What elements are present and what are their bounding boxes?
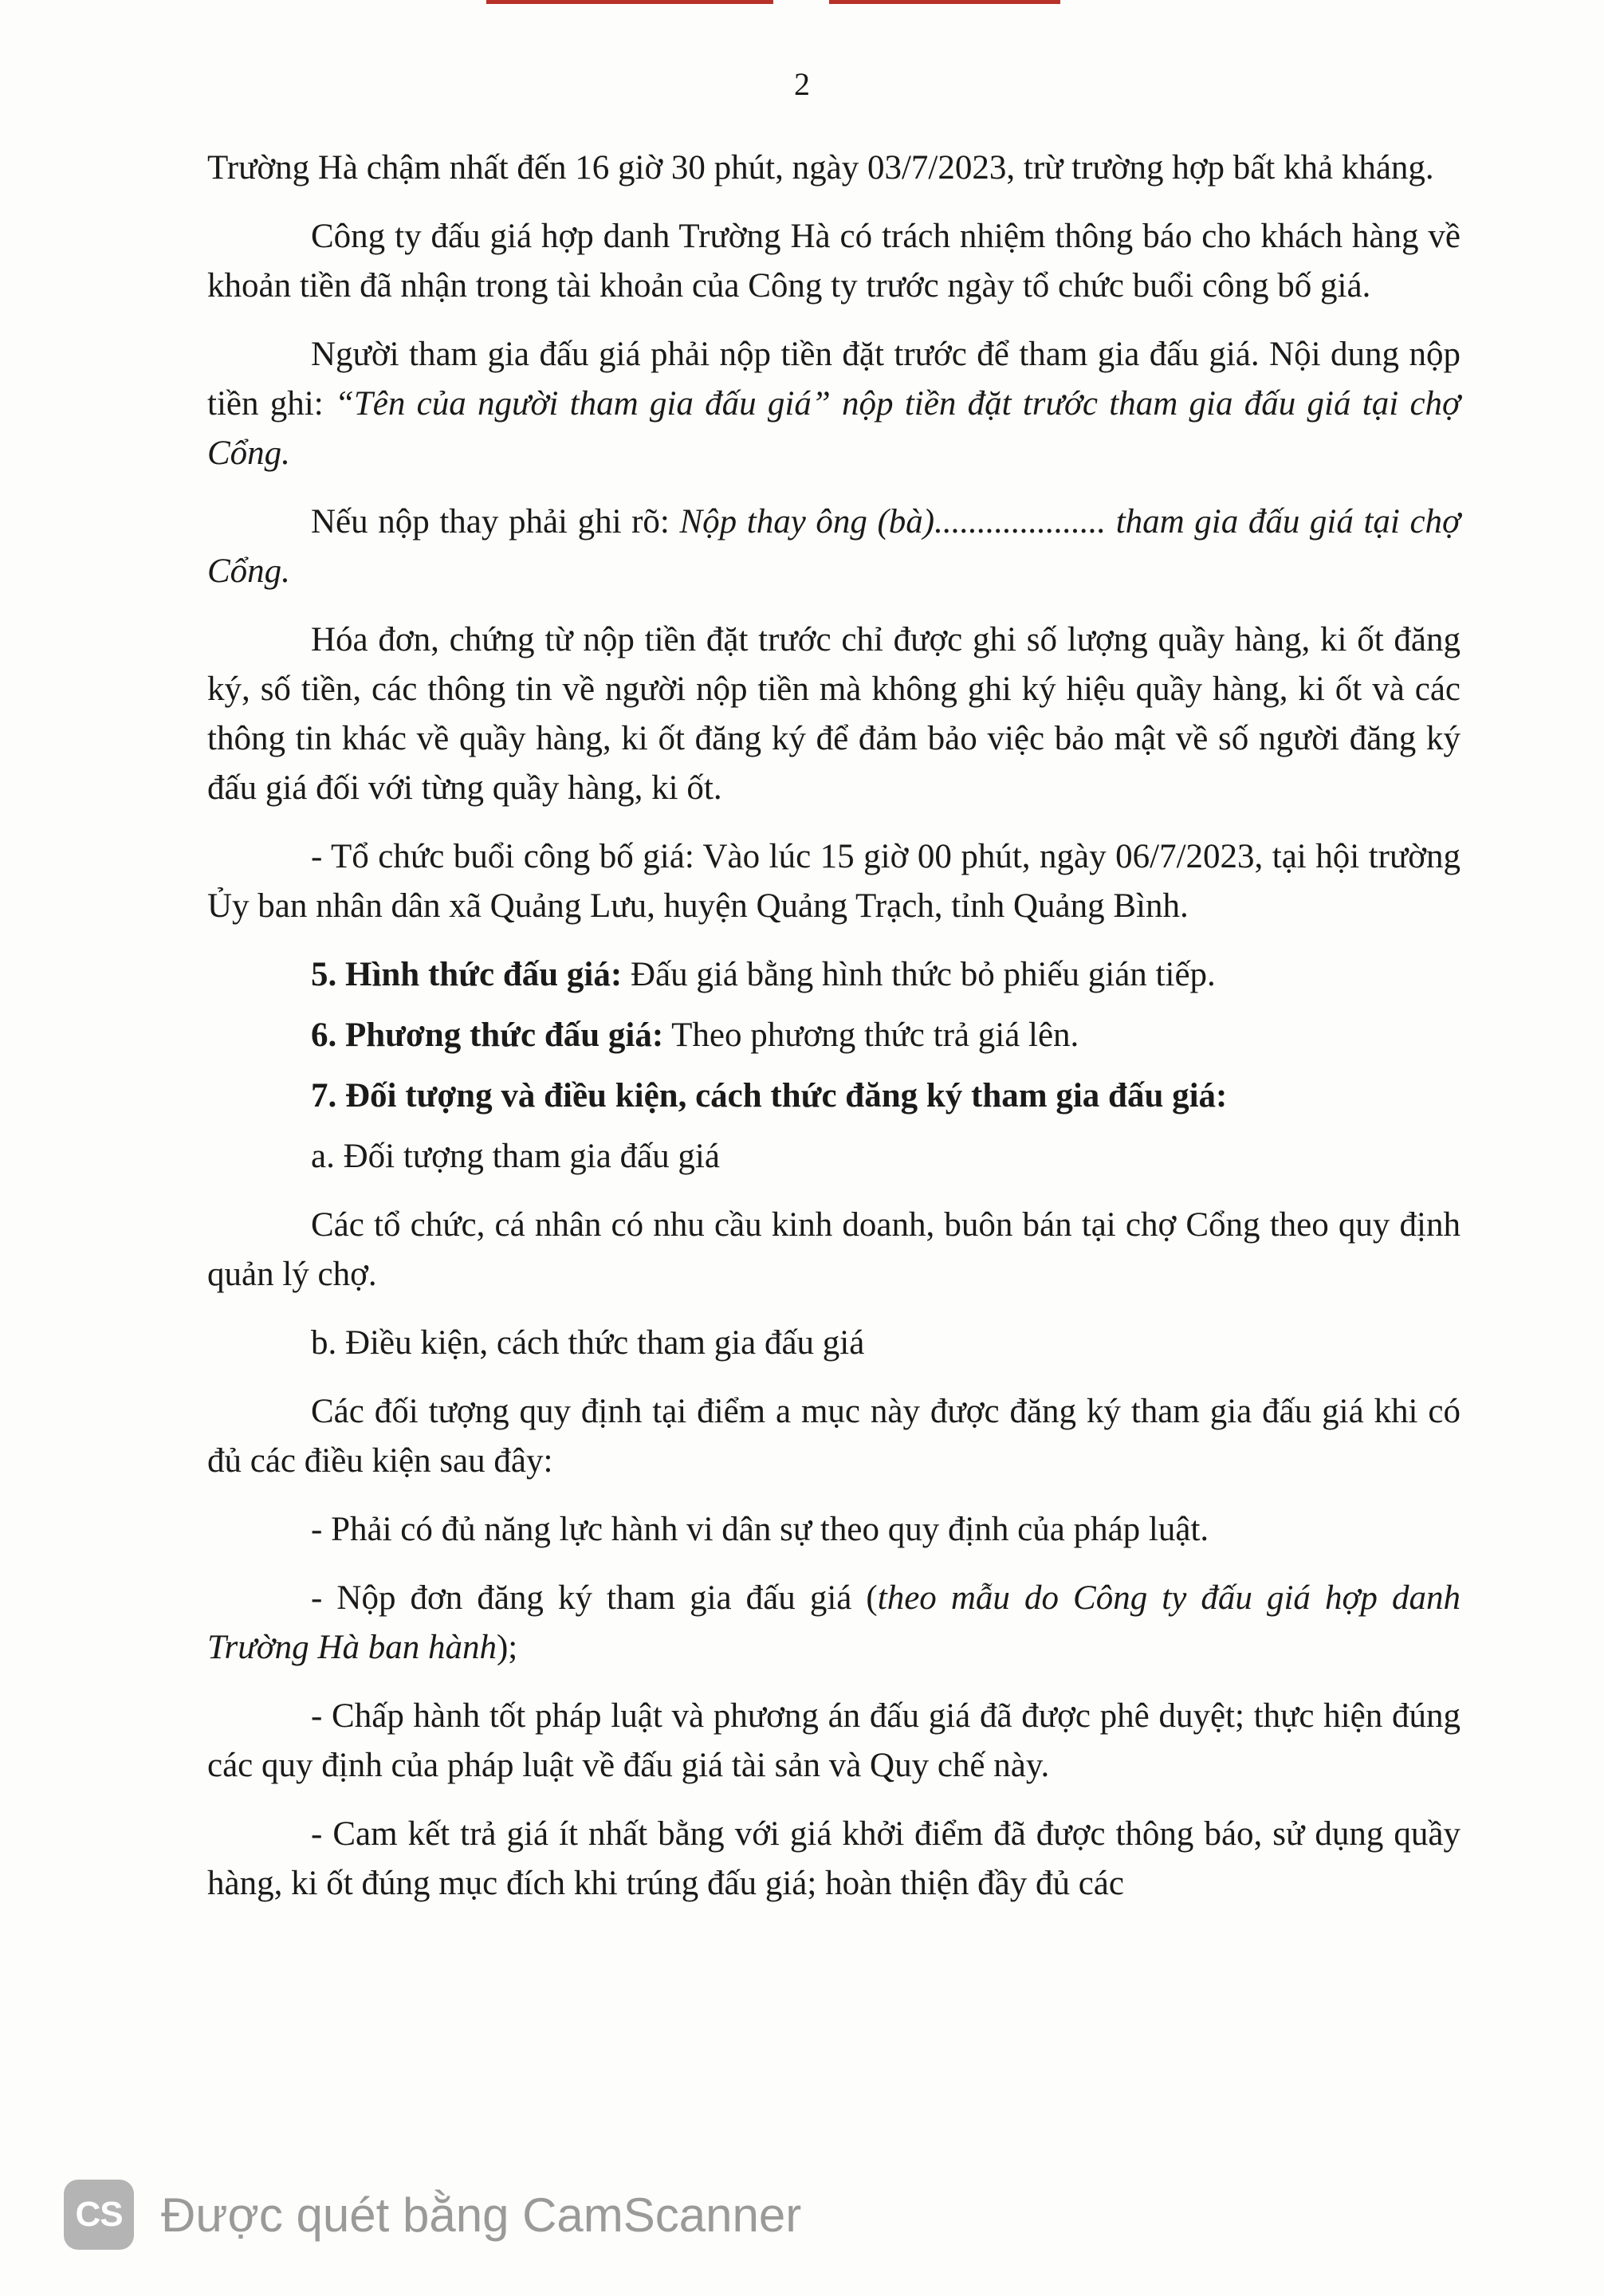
paragraph: Công ty đấu giá hợp danh Trường Hà có trách nhiệm thông báo cho khách hàng về khoản tiền đã nhận trong tài khoản của Công ty trước ngày tổ chức buổi công bố giá. [207,218,1461,305]
section-text: Đấu giá bằng hình thức bỏ phiếu gián tiếp. [622,956,1216,993]
document-body [207,144,1461,1928]
subsection-b: b. Điều kiện, cách thức tham gia đấu giá [311,1324,865,1362]
section-label: 5. Hình thức đấu giá: [311,956,623,993]
paragraph: Trường Hà chậm nhất đến 16 giờ 30 phút, ngày 03/7/2023, trừ trường hợp bất khả kháng. [207,149,1434,187]
list-item: - Cam kết trả giá ít nhất bằng với giá khởi điểm đã được thông báo, sử dụng quầy hàng, ki ốt đúng mục đích khi trúng đấu giá; hoàn thiện đầy đủ các [207,1815,1461,1902]
paragraph: - Tổ chức buổi công bố giá: Vào lúc 15 giờ 00 phút, ngày 06/7/2023, tại hội trường Ủy ban nhân dân xã Quảng Lưu, huyện Quảng Trạch, tỉnh Quảng Bình. [207,838,1461,925]
paragraph-text: Nếu nộp thay phải ghi rõ: [311,503,680,541]
camscanner-logo-icon: CS [64,2180,134,2250]
section-label: 6. Phương thức đấu giá: [311,1016,664,1054]
list-item: - Chấp hành tốt pháp luật và phương án đấu giá đã được phê duyệt; thực hiện đúng các quy định của pháp luật về đấu giá tài sản và Quy chế này. [207,1697,1461,1784]
paragraph-text: Người tham gia đấu giá phải nộp tiền đặt trước để tham gia đấu giá. Nội dung nộp tiền ghi: [207,336,1461,423]
paragraph: Các tổ chức, cá nhân có nhu cầu kinh doanh, buôn bán tại chợ Cổng theo quy định quản lý chợ. [207,1206,1461,1293]
section-5 [207,950,1461,1000]
section-7-heading: 7. Đối tượng và điều kiện, cách thức đăng ký tham gia đấu giá: [311,1077,1228,1115]
italic-text: Nộp thay ông (bà).................... tham gia đấu giá tại chợ Cổng. [207,503,1461,590]
paragraph: Các đối tượng quy định tại điểm a mục này được đăng ký tham gia đấu giá khi có đủ các điều kiện sau đây: [207,1393,1461,1480]
list-item [207,1574,1461,1673]
paragraph: Hóa đơn, chứng từ nộp tiền đặt trước chỉ được ghi số lượng quầy hàng, ki ốt đăng ký, số tiền, các thông tin về người nộp tiền mà không ghi ký hiệu quầy hàng, ki ốt và các thông tin khác về quầy hàng, ki ốt đăng ký để đảm bảo việc bảo mật về số người đăng ký đấu giá đối với từng quầy hàng, ki ốt. [207,621,1461,807]
paragraph [207,330,1461,478]
paragraph-text: - Nộp đơn đăng ký tham gia đấu giá ( [311,1579,878,1617]
list-item: - Phải có đủ năng lực hành vi dân sự theo quy định của pháp luật. [311,1511,1209,1548]
italic-text: theo mẫu do Công ty đấu giá hợp danh Trường Hà ban hành [207,1579,1461,1666]
watermark-text: Được quét bằng CamScanner [161,2188,802,2242]
section-6 [207,1011,1461,1060]
top-red-rule [829,0,1060,4]
section-text: Theo phương thức trả giá lên. [663,1016,1079,1054]
top-red-rule [486,0,773,4]
italic-text: “Tên của người tham gia đấu giá” nộp tiền đặt trước tham gia đấu giá tại chợ Cổng. [207,385,1461,472]
page-number: 2 [794,66,810,102]
camscanner-watermark [64,2175,801,2255]
paragraph [207,497,1461,596]
paragraph-text: ); [496,1629,518,1666]
subsection-a: a. Đối tượng tham gia đấu giá [311,1138,720,1175]
